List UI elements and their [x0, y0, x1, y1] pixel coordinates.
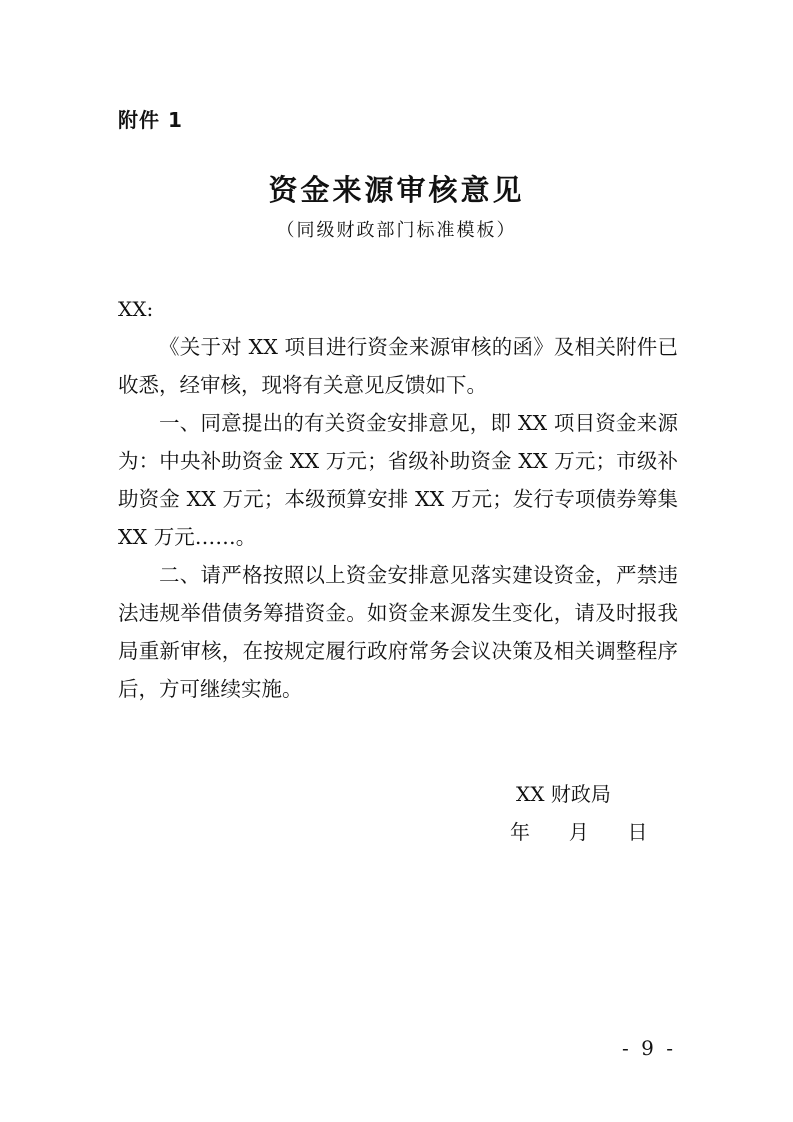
paragraph-requirements: 二、请严格按照以上资金安排意见落实建设资金，严禁违法违规举借债务筹措资金。如资金来源发生变化，请及时报我局重新审核，在按规定履行政府常务会议决策及相关调整程序后，方可继续实施。 — [118, 563, 678, 701]
paragraph-funding-sources: 一、同意提出的有关资金安排意见，即 XX 项目资金来源为：中央补助资金 XX 万元；省级补助资金 XX 万元；市级补助资金 XX 万元；本级预算安排 XX 万元；发行专项债券筹集 XX 万元……。 — [118, 411, 678, 549]
date-year: 年 — [510, 820, 530, 844]
document-body — [118, 328, 678, 708]
attachment-label: 附件 1 — [118, 108, 183, 132]
paragraph-intro: 《关于对 XX 项目进行资金来源审核的函》及相关附件已收悉，经审核，现将有关意见反馈如下。 — [118, 335, 678, 397]
date-day: 日 — [627, 820, 648, 844]
signature-date — [510, 813, 647, 851]
document-title: 资金来源审核意见 — [268, 173, 525, 207]
date-month: 月 — [568, 820, 589, 844]
signature-block — [510, 775, 647, 851]
document-subtitle: （同级财政部门标准模板） — [276, 220, 517, 241]
signature-organization: XX 财政局 — [516, 782, 611, 806]
salutation: XX: — [118, 297, 154, 321]
page-number: - 9 - — [622, 1036, 676, 1060]
